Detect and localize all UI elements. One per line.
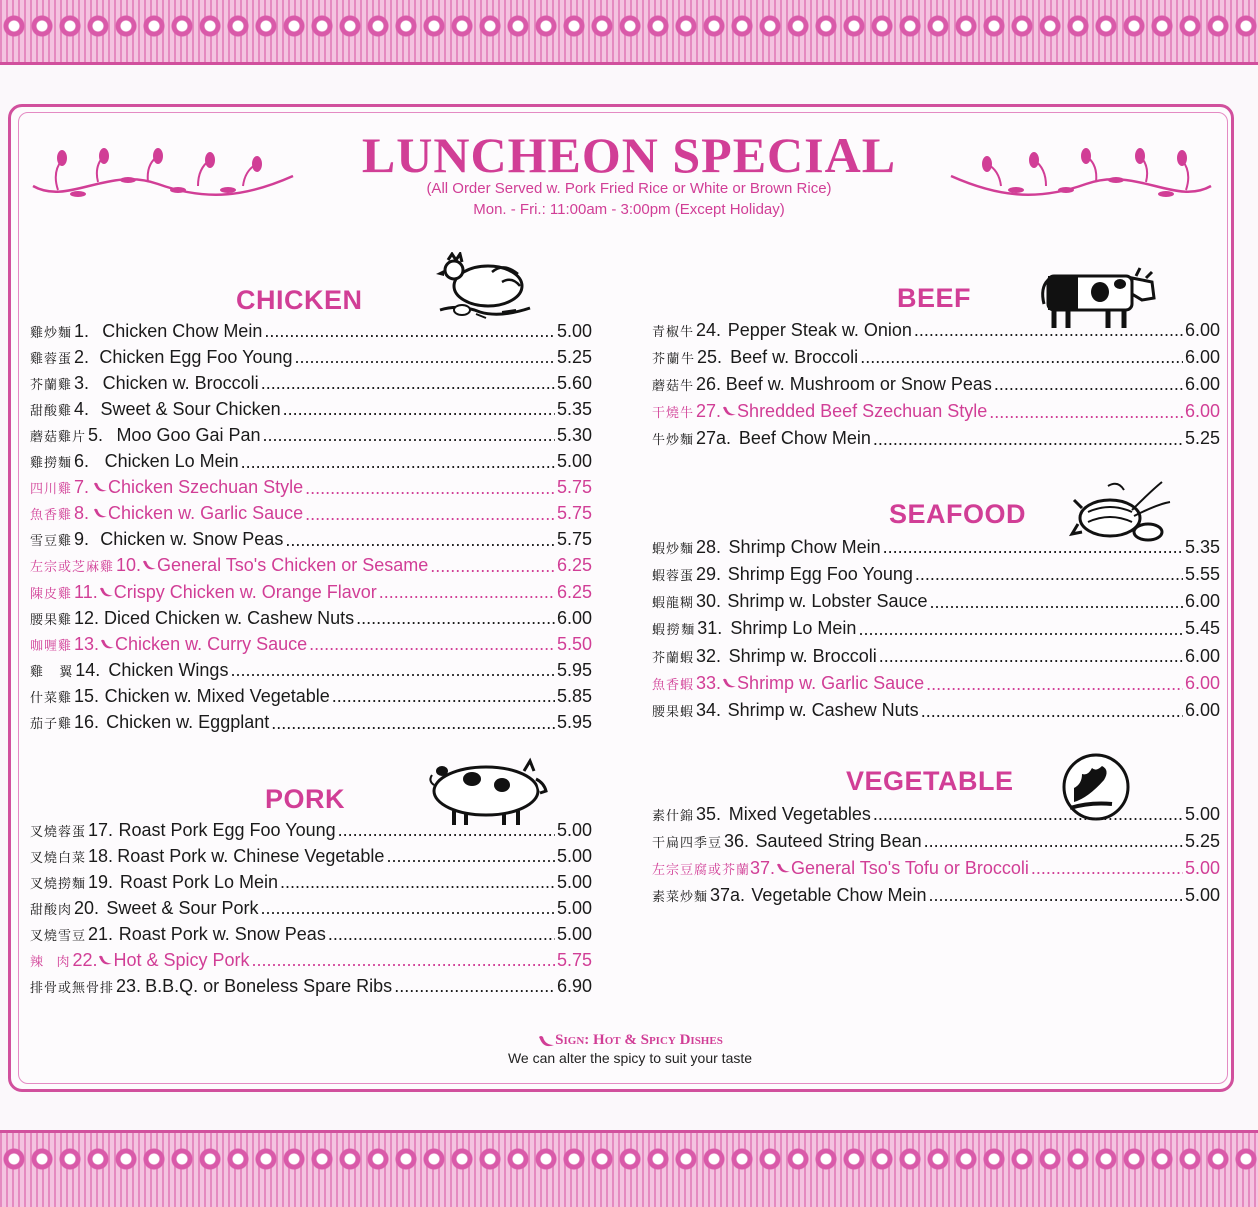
menu-item (652, 534, 1220, 560)
item-price: 6.00 (556, 607, 592, 628)
menu-item (30, 947, 592, 973)
item-number: 11. (74, 581, 98, 602)
hot-pepper-icon (721, 401, 737, 422)
item-name: Moo Goo Gai Pan (116, 424, 261, 445)
leader-dots (309, 634, 555, 654)
item-number: 5. (88, 424, 104, 445)
item-number: 3. (74, 372, 90, 393)
item-price: 5.00 (1184, 884, 1220, 905)
leader-dots (332, 686, 555, 706)
hot-pepper-icon (98, 582, 114, 603)
item-price: 5.45 (1184, 618, 1220, 639)
item-name: General Tso's Chicken or Sesame (157, 555, 429, 576)
leader-dots (858, 619, 1182, 639)
item-name: Chicken w. Snow Peas (100, 529, 284, 550)
item-number: 12. (74, 607, 100, 628)
item-number: 24. (696, 319, 722, 340)
hot-pepper-icon (97, 950, 113, 971)
item-price: 5.85 (556, 685, 592, 706)
item-name: Roast Pork Egg Foo Young (118, 819, 336, 840)
hot-pepper-icon (775, 858, 791, 879)
item-price: 6.00 (1184, 591, 1220, 612)
leader-dots (394, 976, 555, 996)
item-name: General Tso's Tofu or Broccoli (791, 857, 1029, 878)
menu-item (652, 426, 1220, 452)
hot-pepper-icon (141, 555, 157, 576)
menu-item (652, 671, 1220, 697)
item-name: Sweet & Sour Chicken (100, 398, 281, 419)
leader-dots (271, 713, 555, 733)
item-name: Shrimp w. Cashew Nuts (727, 700, 919, 721)
menu-item (30, 318, 592, 344)
menu-item (30, 422, 592, 448)
item-chinese-name: 蘑菇雞片 (30, 429, 87, 445)
item-number: 33. (696, 673, 722, 693)
menu-item (652, 399, 1220, 425)
section-title-vegetable: VEGETABLE (846, 766, 1014, 796)
leader-dots (328, 924, 555, 944)
item-name: Roast Pork Lo Mein (119, 871, 278, 892)
item-name: Diced Chicken w. Cashew Nuts (104, 607, 355, 628)
spicy-sign-label: Sign: Hot & Spicy Dishes (555, 1032, 723, 1048)
item-price: 5.00 (1184, 857, 1220, 878)
item-name: Roast Pork w. Snow Peas (118, 923, 326, 944)
item-number: 32. (696, 645, 722, 666)
item-chinese-name: 芥蘭牛 (652, 351, 696, 367)
item-number: 22. (72, 949, 98, 970)
leader-dots (989, 402, 1183, 422)
item-price: 6.00 (1184, 700, 1220, 721)
item-chinese-name: 什菜雞 (30, 690, 73, 706)
item-price: 5.25 (1184, 830, 1220, 851)
leader-dots (430, 556, 555, 576)
hours-note: Mon. - Fri.: 11:00am - 3:00pm (Except Holiday) (473, 201, 785, 218)
leader-dots (873, 804, 1183, 824)
item-number: 29. (696, 563, 722, 584)
item-chinese-name: 蝦炒麵 (652, 541, 695, 557)
section-title-beef: BEEF (897, 283, 972, 313)
item-chinese-name: 蝦撈麵 (652, 623, 696, 639)
item-number: 2. (74, 346, 90, 367)
item-price: 6.00 (1184, 673, 1220, 693)
item-chinese-name: 雞蓉蛋 (30, 351, 73, 367)
item-chinese-name: 腰果雞 (30, 612, 73, 628)
item-price: 5.00 (556, 320, 592, 341)
leader-dots (283, 399, 555, 419)
floral-vine-icon (946, 146, 1216, 206)
item-price: 6.25 (556, 555, 592, 576)
leader-dots (1031, 858, 1183, 878)
item-chinese-name: 甜酸雞 (30, 403, 73, 419)
item-price: 5.30 (556, 424, 592, 445)
item-name: Beef Chow Mein (738, 428, 871, 449)
item-number: 13. (74, 633, 100, 654)
menu-item (30, 817, 592, 843)
item-price: 5.00 (556, 845, 592, 866)
item-chinese-name: 蘑菇牛 (652, 378, 695, 394)
item-price: 5.35 (1184, 536, 1220, 557)
item-chinese-name: 叉燒雪豆 (30, 928, 87, 944)
item-number: 34. (696, 700, 722, 721)
item-number: 31. (697, 618, 723, 639)
item-price: 5.75 (556, 503, 592, 524)
menu-item (30, 449, 592, 475)
leader-dots (379, 582, 555, 602)
item-name: Chicken w. Eggplant (106, 712, 270, 732)
item-chinese-name: 魚香蝦 (652, 678, 695, 693)
item-number: 26. (696, 373, 722, 394)
leader-dots (879, 646, 1183, 666)
item-name: B.B.Q. or Boneless Spare Ribs (145, 975, 393, 996)
leader-dots (860, 347, 1183, 367)
item-name: Crispy Chicken w. Orange Flavor (113, 581, 377, 602)
item-name: Shrimp Lo Mein (730, 618, 857, 639)
item-chinese-name: 辣肉 (30, 954, 71, 970)
section-title-pork: PORK (265, 784, 346, 814)
hot-pepper-icon (537, 1034, 555, 1048)
item-chinese-name: 左宗或芝麻雞 (30, 560, 115, 576)
item-price: 6.00 (1184, 401, 1220, 422)
menu-item (30, 869, 592, 895)
item-number: 14. (75, 659, 101, 680)
item-name: Vegetable Chow Mein (751, 884, 927, 905)
menu-item (652, 801, 1220, 827)
item-name: Chicken Wings (108, 659, 229, 680)
menu-item (30, 475, 592, 501)
item-name: Shrimp w. Lobster Sauce (727, 591, 928, 612)
leader-dots (338, 820, 555, 840)
item-number: 25. (697, 346, 723, 367)
menu-item (30, 973, 592, 999)
leader-dots (873, 429, 1183, 449)
leader-dots (883, 537, 1183, 557)
menu-item (30, 921, 592, 947)
item-name: Beef w. Broccoli (730, 346, 859, 367)
item-price: 5.00 (556, 451, 593, 471)
leader-dots (252, 950, 555, 970)
item-name: Shredded Beef Szechuan Style (737, 401, 988, 422)
item-number: 1. (74, 320, 90, 341)
section-title-seafood: SEAFOOD (889, 499, 1027, 529)
menu-item (30, 605, 592, 631)
item-price: 5.75 (556, 529, 592, 550)
menu-item (30, 683, 592, 709)
lace-border-top (0, 0, 1258, 65)
spicy-note: We can alter the spicy to suit your taste (507, 1050, 753, 1066)
menu-item (30, 396, 592, 422)
item-chinese-name: 素什錦 (652, 808, 695, 824)
item-number: 15. (74, 685, 100, 706)
item-name: Hot & Spicy Pork (113, 949, 250, 970)
item-chinese-name: 茄子雞 (30, 717, 73, 732)
menu-item (652, 882, 1220, 908)
item-name: Chicken Chow Mein (102, 320, 263, 341)
item-chinese-name: 蝦蓉蛋 (652, 568, 695, 584)
menu-item (30, 895, 592, 921)
item-price: 5.25 (556, 346, 593, 367)
section-title-chicken: CHICKEN (236, 285, 363, 315)
leader-dots (230, 660, 555, 680)
item-number: 21. (88, 923, 114, 944)
page-title: LUNCHEON SPECIAL (361, 127, 897, 183)
item-number: 36. (724, 830, 750, 851)
item-name: Shrimp Egg Foo Young (727, 563, 913, 584)
item-price: 5.00 (556, 897, 592, 918)
item-chinese-name: 芥蘭雞 (30, 377, 73, 393)
item-name: Roast Pork w. Chinese Vegetable (117, 845, 385, 866)
leader-dots (924, 831, 1183, 851)
item-price: 6.25 (556, 581, 592, 602)
floral-vine-icon (28, 146, 298, 206)
hot-pepper-icon (721, 673, 737, 694)
item-number: 37. (750, 857, 776, 878)
item-number: 28. (696, 536, 722, 557)
item-chinese-name: 咖喱雞 (30, 638, 73, 654)
menu-item (652, 828, 1220, 854)
leader-dots (914, 320, 1183, 340)
item-number: 19. (88, 871, 114, 892)
item-chinese-name: 干燒牛 (652, 406, 695, 422)
item-number: 6. (74, 451, 90, 471)
leader-dots (285, 530, 555, 550)
item-name: Chicken Szechuan Style (108, 477, 304, 498)
item-price: 5.95 (556, 659, 592, 680)
leader-dots (305, 478, 555, 498)
menu-item (652, 344, 1220, 370)
item-price: 5.95 (556, 712, 592, 732)
item-name: Shrimp w. Broccoli (728, 645, 877, 666)
item-chinese-name: 叉燒撈麵 (30, 876, 87, 892)
leader-dots (260, 898, 554, 918)
item-number: 9. (74, 529, 90, 550)
leader-dots (929, 592, 1182, 612)
menu-item (652, 643, 1220, 669)
item-price: 6.00 (1184, 373, 1220, 394)
item-number: 18. (88, 845, 114, 866)
item-chinese-name: 芥蘭蝦 (652, 650, 695, 666)
leader-dots (356, 608, 555, 628)
item-chinese-name: 牛炒麵 (652, 433, 695, 449)
leader-dots (280, 872, 555, 892)
item-name: Chicken w. Broccoli (102, 372, 259, 393)
item-name: Chicken w. Garlic Sauce (108, 503, 304, 524)
item-chinese-name: 甜酸肉 (30, 902, 73, 918)
menu-item (30, 843, 592, 869)
item-number: 16. (74, 712, 100, 732)
item-price: 5.50 (556, 633, 592, 654)
item-name: Beef w. Mushroom or Snow Peas (725, 373, 992, 394)
leader-dots (295, 347, 555, 367)
item-name: Sweet & Sour Pork (106, 897, 259, 918)
item-price: 6.00 (1184, 645, 1220, 666)
leader-dots (241, 452, 555, 472)
menu-item (30, 501, 592, 527)
item-name: Sauteed String Bean (755, 830, 922, 851)
leader-dots (264, 321, 555, 341)
hot-pepper-icon (92, 503, 108, 524)
item-chinese-name: 蝦龍糊 (652, 596, 695, 612)
item-price: 5.60 (556, 372, 592, 393)
menu-item (652, 317, 1220, 343)
spicy-sign (380, 1032, 880, 1049)
item-chinese-name: 腰果蝦 (652, 705, 695, 721)
item-price: 5.00 (556, 923, 592, 944)
leader-dots (994, 374, 1183, 394)
item-number: 7. (74, 477, 90, 498)
menu-item (30, 553, 592, 579)
menu-item (30, 657, 592, 683)
item-chinese-name: 陳皮雞 (30, 586, 73, 602)
item-number: 37a. (710, 884, 746, 905)
leader-dots (921, 701, 1183, 721)
item-name: Chicken Lo Mein (104, 451, 239, 471)
item-number: 30. (696, 591, 722, 612)
item-number: 4. (74, 398, 90, 419)
menu-item (30, 527, 592, 553)
item-number: 10. (116, 555, 142, 576)
leader-dots (386, 846, 555, 866)
item-name: Mixed Vegetables (728, 803, 871, 824)
chicken-icon (432, 252, 536, 322)
lace-border-bottom (0, 1130, 1258, 1207)
item-price: 5.00 (556, 819, 592, 840)
item-name: Shrimp w. Garlic Sauce (737, 673, 925, 693)
menu-item (30, 710, 592, 736)
item-chinese-name: 左宗豆腐或芥蘭 (652, 862, 751, 878)
item-chinese-name: 干扁四季豆 (652, 835, 723, 851)
item-price: 6.00 (1184, 346, 1220, 367)
item-number: 27. (696, 401, 722, 422)
menu-item (652, 589, 1220, 615)
item-price: 6.90 (556, 975, 592, 996)
hot-pepper-icon (92, 477, 108, 498)
menu-item (652, 616, 1220, 642)
menu-item (30, 344, 592, 370)
menu-item (30, 579, 592, 605)
leader-dots (915, 564, 1183, 584)
item-chinese-name: 魚香雞 (30, 508, 73, 524)
leader-dots (261, 373, 555, 393)
item-number: 20. (74, 897, 100, 918)
leader-dots (263, 425, 555, 445)
item-name: Chicken Egg Foo Young (99, 346, 293, 367)
item-chinese-name: 雪豆雞 (30, 534, 73, 550)
menu-item (652, 698, 1220, 724)
item-chinese-name: 四川雞 (30, 482, 73, 498)
item-number: 8. (74, 503, 90, 524)
item-number: 17. (88, 819, 114, 840)
item-number: 23. (116, 975, 142, 996)
leader-dots (926, 674, 1183, 694)
item-chinese-name: 排骨或無骨排 (30, 980, 115, 996)
menu-item (30, 370, 592, 396)
item-price: 5.00 (1184, 803, 1220, 824)
item-price: 5.35 (556, 398, 593, 419)
item-name: Pepper Steak w. Onion (727, 319, 912, 340)
item-chinese-name: 青椒牛 (652, 324, 695, 340)
item-price: 5.75 (556, 949, 592, 970)
rice-note: (All Order Served w. Pork Fried Rice or White or Brown Rice) (426, 180, 832, 197)
item-name: Shrimp Chow Mein (728, 536, 881, 557)
hot-pepper-icon (99, 634, 115, 655)
item-number: 35. (696, 803, 722, 824)
item-price: 5.00 (556, 871, 592, 892)
item-chinese-name: 雞翼 (30, 664, 74, 680)
menu-item (30, 631, 592, 657)
leader-dots (305, 504, 555, 524)
item-chinese-name: 叉燒白菜 (30, 850, 87, 866)
menu-item (652, 371, 1220, 397)
item-price: 5.25 (1184, 428, 1220, 449)
item-name: Chicken w. Curry Sauce (115, 633, 308, 654)
item-chinese-name: 叉燒蓉蛋 (30, 824, 87, 840)
menu-item (652, 561, 1220, 587)
item-chinese-name: 素菜炒麵 (652, 889, 709, 905)
item-price: 5.75 (556, 477, 592, 498)
menu-item (652, 855, 1220, 881)
item-chinese-name: 雞炒麵 (30, 325, 73, 341)
item-chinese-name: 雞撈麵 (30, 456, 73, 471)
item-price: 5.55 (1184, 563, 1220, 584)
item-name: Chicken w. Mixed Vegetable (104, 685, 330, 706)
item-price: 6.00 (1184, 319, 1220, 340)
leader-dots (929, 885, 1183, 905)
item-number: 27a. (696, 428, 732, 449)
